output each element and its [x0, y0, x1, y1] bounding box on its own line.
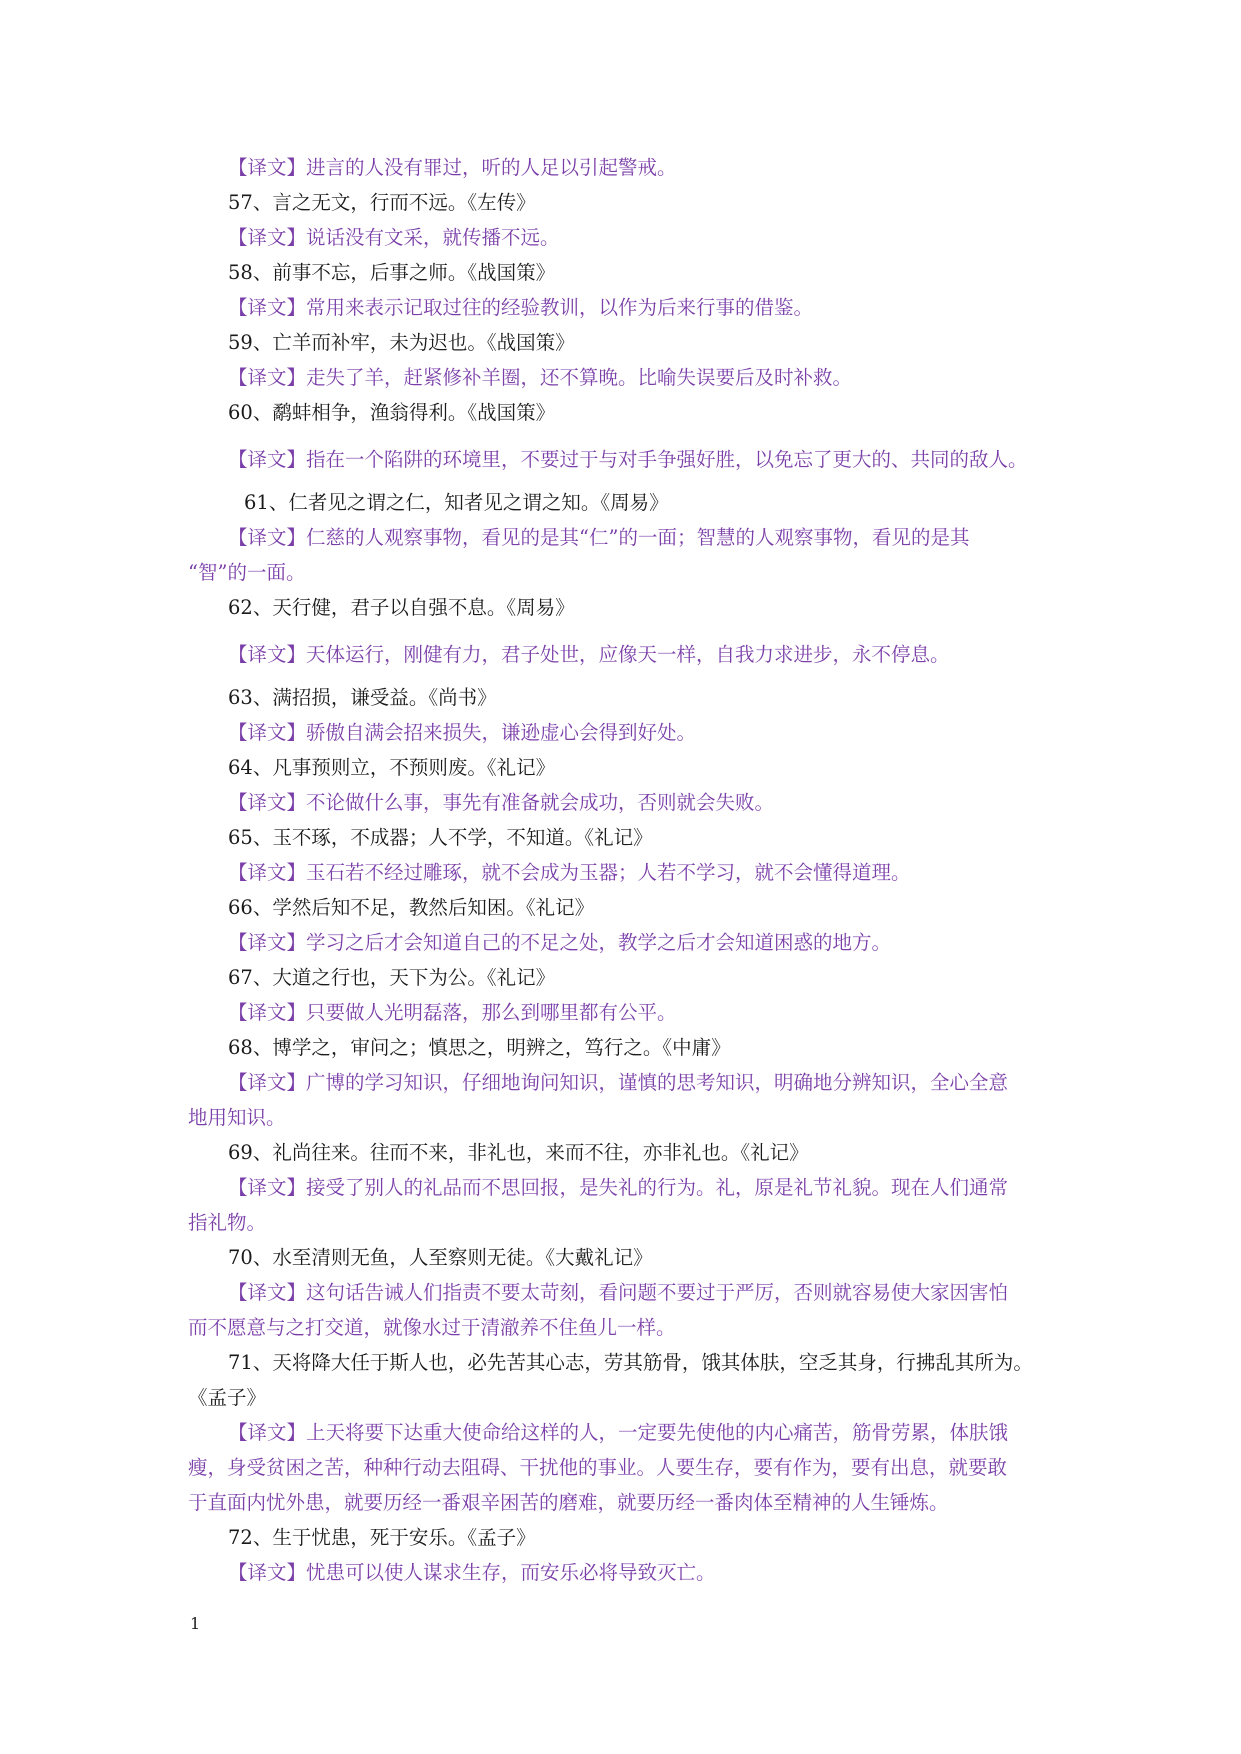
quote-line: 70、水至清则无鱼，人至察则无徒。《大戴礼记》 [228, 1246, 653, 1269]
quote-line: 《孟子》 [188, 1386, 267, 1409]
translation-line: 【译文】不论做什么事，事先有准备就会成功，否则就会失败。 [228, 791, 775, 814]
translation-line: 【译文】骄傲自满会招来损失，谦逊虚心会得到好处。 [228, 721, 697, 744]
quote-line: 65、玉不琢，不成器；人不学，不知道。《礼记》 [228, 826, 653, 849]
translation-line: 【译文】走失了羊，赶紧修补羊圈，还不算晚。比喻失误要后及时补救。 [228, 366, 853, 389]
document-body [188, 150, 1068, 1590]
translation-line: 【译文】常用来表示记取过往的经验教训，以作为后来行事的借鉴。 [228, 296, 814, 319]
translation-line: 【译文】进言的人没有罪过，听的人足以引起警戒。 [228, 156, 677, 179]
translation-line: 【译文】说话没有文采，就传播不远。 [228, 226, 560, 249]
translation-line: 【译文】上天将要下达重大使命给这样的人，一定要先使他的内心痛苦，筋骨劳累，体肤饿 [228, 1421, 1009, 1444]
translation-line: 【译文】仁慈的人观察事物，看见的是其“仁”的一面；智慧的人观察事物，看见的是其 [228, 526, 970, 549]
translation-line: 【译文】学习之后才会知道自己的不足之处，教学之后才会知道困惑的地方。 [228, 931, 892, 954]
quote-line: 62、天行健，君子以自强不息。《周易》 [228, 596, 575, 619]
quote-line: 68、博学之，审问之；慎思之，明辨之，笃行之。《中庸》 [228, 1036, 731, 1059]
translation-line: 【译文】这句话告诫人们指责不要太苛刻，看问题不要过于严厉，否则就容易使大家因害怕 [228, 1281, 1009, 1304]
translation-line: “智”的一面。 [188, 561, 306, 584]
quote-line: 69、礼尚往来。往而不来，非礼也，来而不往，亦非礼也。《礼记》 [228, 1141, 809, 1164]
quote-line: 59、亡羊而补牢，未为迟也。《战国策》 [228, 331, 575, 354]
translation-line: 地用知识。 [188, 1106, 286, 1129]
translation-line: 【译文】指在一个陷阱的环境里，不要过于与对手争强好胜，以免忘了更大的、共同的敌人。 [228, 448, 1028, 471]
quote-line: 66、学然后知不足，教然后知困。《礼记》 [228, 896, 595, 919]
quote-line: 67、大道之行也，天下为公。《礼记》 [228, 966, 556, 989]
translation-line: 【译文】只要做人光明磊落，那么到哪里都有公平。 [228, 1001, 677, 1024]
quote-line: 72、生于忧患，死于安乐。《孟子》 [228, 1526, 536, 1549]
quote-line: 64、凡事预则立，不预则废。《礼记》 [228, 756, 556, 779]
translation-line: 而不愿意与之打交道，就像水过于清澈养不住鱼儿一样。 [188, 1316, 676, 1339]
page-number: 1 [190, 1614, 201, 1633]
quote-line: 61、仁者见之谓之仁，知者见之谓之知。《周易》 [244, 491, 669, 514]
quote-line: 63、满招损，谦受益。《尚书》 [228, 686, 497, 709]
translation-line: 【译文】接受了别人的礼品而不思回报，是失礼的行为。礼，原是礼节礼貌。现在人们通常 [228, 1176, 1009, 1199]
quote-line: 71、天将降大任于斯人也，必先苦其心志，劳其筋骨，饿其体肤，空乏其身，行拂乱其所为。 [228, 1351, 1033, 1374]
quote-line: 60、鹬蚌相争，渔翁得利。《战国策》 [228, 401, 556, 424]
translation-line: 于直面内忧外患，就要历经一番艰辛困苦的磨难，就要历经一番肉体至精神的人生锤炼。 [188, 1491, 949, 1514]
translation-line: 【译文】广博的学习知识，仔细地询问知识，谨慎的思考知识，明确地分辨知识，全心全意 [228, 1071, 1009, 1094]
quote-line: 57、言之无文，行而不远。《左传》 [228, 191, 536, 214]
translation-line: 瘦，身受贫困之苦，种种行动去阻碍、干扰他的事业。人要生存，要有作为，要有出息，就要敢 [188, 1456, 1008, 1479]
quote-line: 58、前事不忘，后事之师。《战国策》 [228, 261, 556, 284]
translation-line: 【译文】天体运行，刚健有力，君子处世，应像天一样，自我力求进步，永不停息。 [228, 643, 950, 666]
translation-line: 【译文】玉石若不经过雕琢，就不会成为玉器；人若不学习，就不会懂得道理。 [228, 861, 911, 884]
translation-line: 【译文】忧患可以使人谋求生存，而安乐必将导致灭亡。 [228, 1561, 716, 1584]
translation-line: 指礼物。 [188, 1211, 267, 1234]
